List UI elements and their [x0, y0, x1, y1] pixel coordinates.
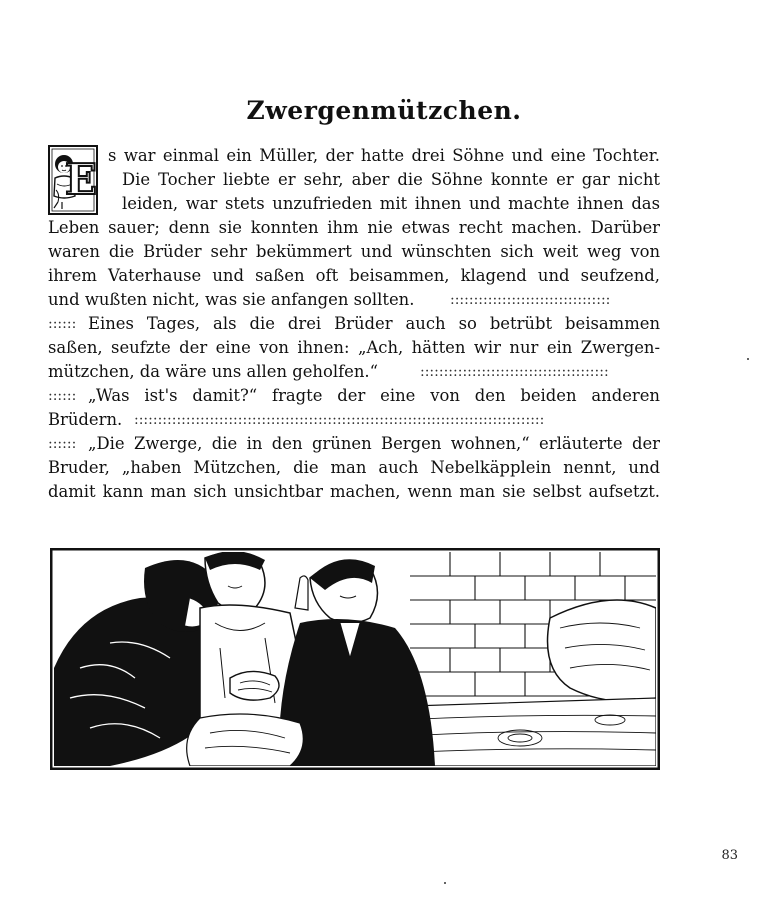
- text-line: ihrem Vaterhause und saßen oft beisammen, klagend und seufzend,: [48, 266, 660, 285]
- story-title: Zwergenmützchen.: [246, 96, 522, 125]
- text-line: „Was ist's damit?“ fragte der eine von den beiden anderen: [88, 386, 660, 405]
- text-line: Brüdern.: [48, 410, 123, 429]
- filler-dots: ::::::: [48, 436, 77, 452]
- filler-dots: ::::::: [48, 316, 77, 332]
- text-line: damit kann man sich unsichtbar machen, wenn man sie selbst aufsetzt.: [48, 482, 660, 501]
- text-line: s war einmal ein Müller, der hatte drei Söhne und eine Tochter.: [108, 146, 660, 165]
- filler-dots: ::::::: [48, 388, 77, 404]
- speck: [444, 882, 446, 884]
- text-line: mützchen, da wäre uns allen geholfen.“: [48, 362, 378, 381]
- text-line: Die Tocher liebte er sehr, aber die Söhne konnte er gar nicht: [122, 170, 660, 189]
- text-line: waren die Brüder sehr bekümmert und wünschten sich weit weg von: [48, 242, 660, 261]
- text-line: und wußten nicht, was sie anfangen sollten.: [48, 290, 415, 309]
- filler-dots: :::::::::::::::::::::::::::::::::::::::::::::::::::::::::::::::::::::::::::::::::::::::: [134, 412, 545, 428]
- text-line: Eines Tages, als die drei Brüder auch so betrübt beisammen: [88, 314, 660, 333]
- dropcap-letter: E: [64, 155, 98, 204]
- speck: [747, 358, 749, 360]
- text-line: „Die Zwerge, die in den grünen Bergen wohnen,“ erläuterte der: [88, 434, 660, 453]
- text-line: saßen, seufzte der eine von ihnen: „Ach, hätten wir nur ein Zwergen-: [48, 338, 660, 357]
- text-line: Leben sauer; denn sie konnten ihm nie etwas recht machen. Darüber: [48, 218, 660, 237]
- dropcap-ornament: [48, 144, 98, 216]
- filler-dots: ::::::::::::::::::::::::::::::::::: [450, 292, 611, 308]
- page-number: 83: [721, 848, 738, 863]
- text-line: leiden, war stets unzufrieden mit ihnen und machte ihnen das: [122, 194, 660, 213]
- text-line: Bruder, „haben Mützchen, die man auch Nebelkäpplein nennt, und: [48, 458, 660, 477]
- illustration-brothers: [50, 548, 660, 770]
- filler-dots: ::::::::::::::::::::::::::::::::::::::::: [420, 364, 609, 380]
